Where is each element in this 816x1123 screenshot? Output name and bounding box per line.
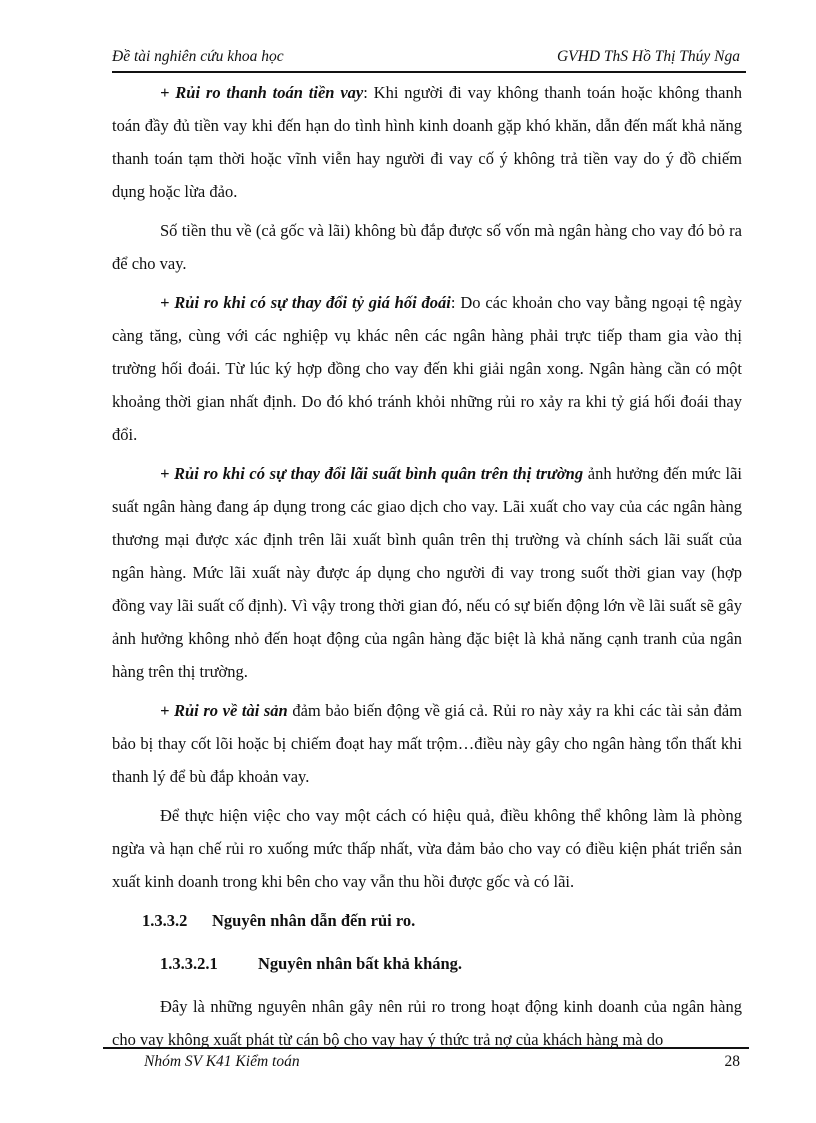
footer-group: Nhóm SV K41 Kiểm toán bbox=[144, 1053, 300, 1070]
page-footer bbox=[112, 1053, 740, 1075]
paragraph-lead: + Rủi ro về tài sản bbox=[160, 701, 288, 720]
paragraph-asset-risk bbox=[112, 694, 742, 793]
paragraph-exchange-rate-risk bbox=[112, 286, 742, 451]
paragraph-text: đảm bảo biến động về giá cả. Rủi ro này xảy ra khi các tài sản đảm bảo bị thay cốt lõi hoặc bị chiếm đoạt hay mất trộm…điều này gây cho ngân hàng tổn thất khi thanh lý để bù đắp khoản vay. bbox=[112, 701, 742, 786]
section-number: 1.3.3.2.1 bbox=[160, 954, 218, 973]
section-heading-causes bbox=[112, 904, 742, 937]
footer-rule bbox=[103, 1047, 749, 1049]
header-advisor: GVHD ThS Hồ Thị Thúy Nga bbox=[556, 48, 740, 65]
paragraph-text: : Khi người đi vay không thanh toán hoặc không thanh toán đầy đủ tiền vay khi đến hạn do tình hình kinh doanh gặp khó khăn, dẫn đến mất khả năng thanh toán tạm thời hoặc vĩnh viễn hay người đi vay cố ý không trả tiền vay do ý đồ chiếm dụng hoặc lừa đảo. bbox=[112, 83, 743, 201]
paragraph-lead: + Rủi ro khi có sự thay đổi lãi suất bình quân trên thị trường bbox=[160, 464, 584, 483]
paragraph-text: : Do các khoản cho vay bằng ngoại tệ ngày càng tăng, cùng với các nghiệp vụ khác nên các ngân hàng phải trực tiếp tham gia vào thị trường hối đoái. Từ lúc ký hợp đồng cho vay đến khi giải ngân xong. Ngân hàng cần có một khoảng thời gian nhất định. Do đó khó tránh khỏi những rủi ro xảy ra khi tỷ giá hối đoái thay đổi. bbox=[112, 293, 742, 444]
paragraph-text: Để thực hiện việc cho vay một cách có hiệu quả, điều không thể không làm là phòng ngừa và hạn chế rủi ro xuống mức thấp nhất, vừa đảm bảo cho vay có điều kiện phát triển sản xuất kinh doanh trong khi bên cho vay vẫn thu hồi được gốc và có lãi. bbox=[112, 806, 742, 891]
section-title: Nguyên nhân dẫn đến rủi ro. bbox=[212, 911, 416, 930]
header-rule bbox=[112, 71, 746, 73]
paragraph-lead: + Rủi ro khi có sự thay đổi tỷ giá hối đoái bbox=[160, 293, 451, 312]
paragraph-lead: + Rủi ro thanh toán tiền vay bbox=[160, 83, 364, 102]
paragraph-repayment-risk bbox=[112, 76, 742, 208]
page-header bbox=[112, 48, 740, 70]
document-body bbox=[112, 76, 742, 1062]
paragraph-recovery bbox=[112, 214, 742, 280]
paragraph-text: Số tiền thu về (cả gốc và lãi) không bù đắp được số vốn mà ngân hàng cho vay đó bỏ ra để cho vay. bbox=[112, 221, 742, 273]
paragraph-interest-rate-risk bbox=[112, 457, 742, 688]
page-number: 28 bbox=[724, 1053, 740, 1070]
section-title: Nguyên nhân bất khả kháng. bbox=[258, 954, 463, 973]
paragraph-text: ảnh hưởng đến mức lãi suất ngân hàng đang áp dụng trong các giao dịch cho vay. Lãi xuất cho vay của các ngân hàng thương mại được xác định trên lãi xuất bình quân trên thị trường và chính sách lãi suất của ngân hàng. Mức lãi xuất này được áp dụng cho người đi vay trong suốt thời gian vay (hợp đồng vay lãi suất cố định). Vì vậy trong thời gian đó, nếu có sự biến động lớn về lãi suất sẽ gây ảnh hưởng không nhỏ đến hoạt động của ngân hàng đặc biệt là khả năng cạnh tranh của ngân hàng trên thị trường. bbox=[112, 464, 742, 681]
paragraph-force-majeure: Đây là những nguyên nhân gây nên rủi ro trong hoạt động kinh doanh của ngân hàng cho vay không xuất phát từ cán bộ cho vay hay ý thức trả nợ của khách hàng mà do bbox=[112, 997, 742, 1049]
header-title: Đề tài nghiên cứu khoa học bbox=[112, 48, 284, 65]
paragraph-prevention bbox=[112, 799, 742, 898]
section-number: 1.3.3.2 bbox=[142, 911, 188, 930]
section-heading-force-majeure bbox=[112, 947, 742, 980]
